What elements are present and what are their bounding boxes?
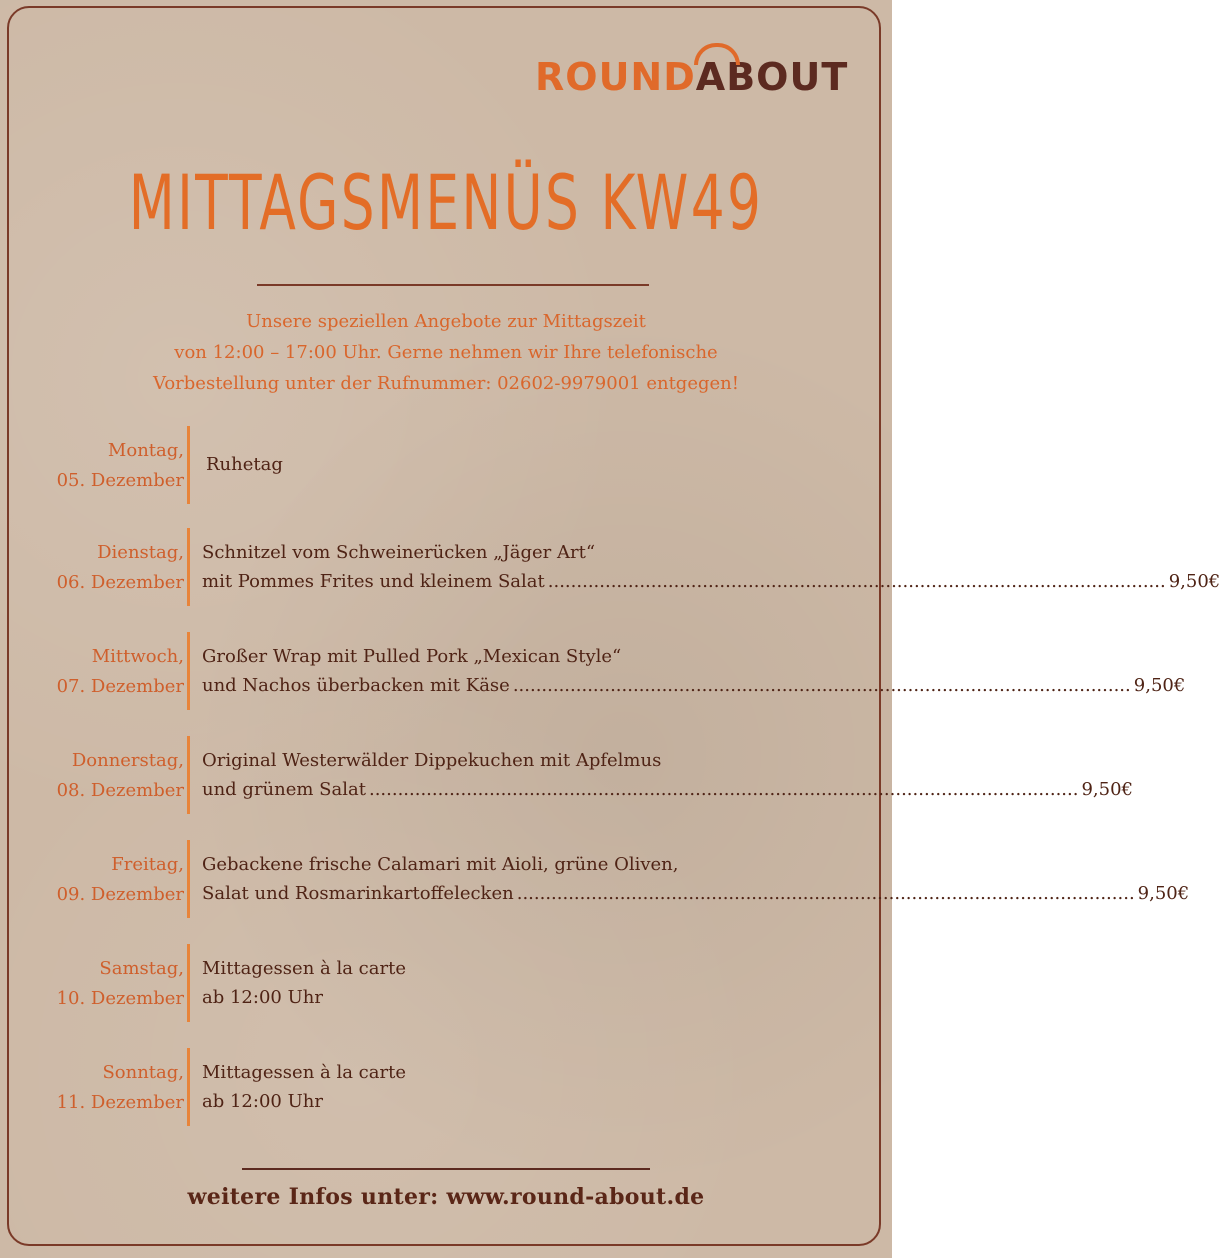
roundabout-logo [535,55,849,99]
price: 9,50€ [1081,779,1133,800]
day-date: 09. Dezember [56,884,184,905]
intro-line-1: Unsere speziellen Angebote zur Mittagszeit [246,311,646,332]
dish-line-2: ab 12:00 Uhr [202,1091,323,1112]
day-label [38,1058,184,1118]
dish-description [206,450,838,479]
day-name: Mittwoch, [91,646,184,667]
title-divider [257,284,649,286]
intro-text [0,306,892,399]
day-name: Freitag, [111,854,184,875]
dot-leader: ............................................................................................................ [547,571,1166,592]
day-date: 05. Dezember [56,470,184,491]
dish-line-2-text: Salat und Rosmarinkartoffelecken [202,883,514,904]
page-title: MITTAGSMENÜS KW49 [128,158,764,247]
dish-description [202,954,834,1012]
row-divider [187,528,190,606]
row-divider [187,944,190,1022]
intro-line-2: von 12:00 – 17:00 Uhr. Gerne nehmen wir Ihre telefonische [174,342,718,363]
day-date: 06. Dezember [56,572,184,593]
dish-line-1: Mittagessen à la carte [202,1062,406,1083]
logo-part-round: ROUND [535,55,696,99]
row-divider [187,840,190,918]
footer-website-text: weitere Infos unter: www.round-about.de [187,1184,705,1210]
dish-description [202,746,1133,804]
day-label [38,436,184,496]
price: 9,50€ [1133,675,1186,696]
day-name: Sonntag, [102,1062,184,1083]
dish-line-2: ab 12:00 Uhr [202,987,323,1008]
dish-line-1: Großer Wrap mit Pulled Pork „Mexican Style“ [202,646,622,667]
dot-leader: ............................................................................................................ [516,883,1135,904]
dish-description [202,538,1220,596]
dish-line-1: Gebackene frische Calamari mit Aioli, grüne Oliven, [202,854,679,875]
dish-line-1: Schnitzel vom Schweinerücken „Jäger Art“ [202,542,596,563]
row-divider [187,736,190,814]
row-divider [187,632,190,710]
dish-description [202,850,1190,908]
dish-line-2 [202,879,1190,908]
dish-description [202,642,1186,700]
row-divider [187,426,190,504]
dish-line-2-text: mit Pommes Frites und kleinem Salat [202,571,545,592]
day-label [38,954,184,1014]
day-label [38,746,184,806]
day-name: Montag, [107,440,184,461]
dish-line-1: Original Westerwälder Dippekuchen mit Apfelmus [202,750,662,771]
intro-line-3: Vorbestellung unter der Rufnummer: 02602-9979001 entgegen! [153,373,739,394]
day-date: 11. Dezember [56,1092,184,1113]
logo-part-about-text: ABOUT [695,55,849,99]
dish-line-2-text: und grünem Salat [202,779,366,800]
day-label [38,642,184,702]
day-name: Donnerstag, [71,750,184,771]
dish-line-2 [202,567,1220,596]
dish-line-1: Mittagessen à la carte [202,958,406,979]
dish-line-2 [202,671,1186,700]
row-divider [187,1048,190,1126]
footer-divider [242,1168,650,1170]
dish-line-1: Ruhetag [206,454,283,475]
day-name: Dienstag, [97,542,184,563]
price: 9,50€ [1137,883,1190,904]
day-label [38,850,184,910]
day-date: 07. Dezember [56,676,184,697]
day-name: Samstag, [99,958,184,979]
dot-leader: ............................................................................................................ [512,675,1131,696]
dish-line-2 [202,775,1133,804]
price: 9,50€ [1168,571,1220,592]
dot-leader: ............................................................................................................................ [368,779,1079,800]
dish-line-2-text: und Nachos überbacken mit Käse [202,675,510,696]
day-date: 10. Dezember [56,988,184,1009]
day-date: 08. Dezember [56,780,184,801]
logo-part-about [696,55,848,99]
day-label [38,538,184,598]
dish-description [202,1058,834,1116]
